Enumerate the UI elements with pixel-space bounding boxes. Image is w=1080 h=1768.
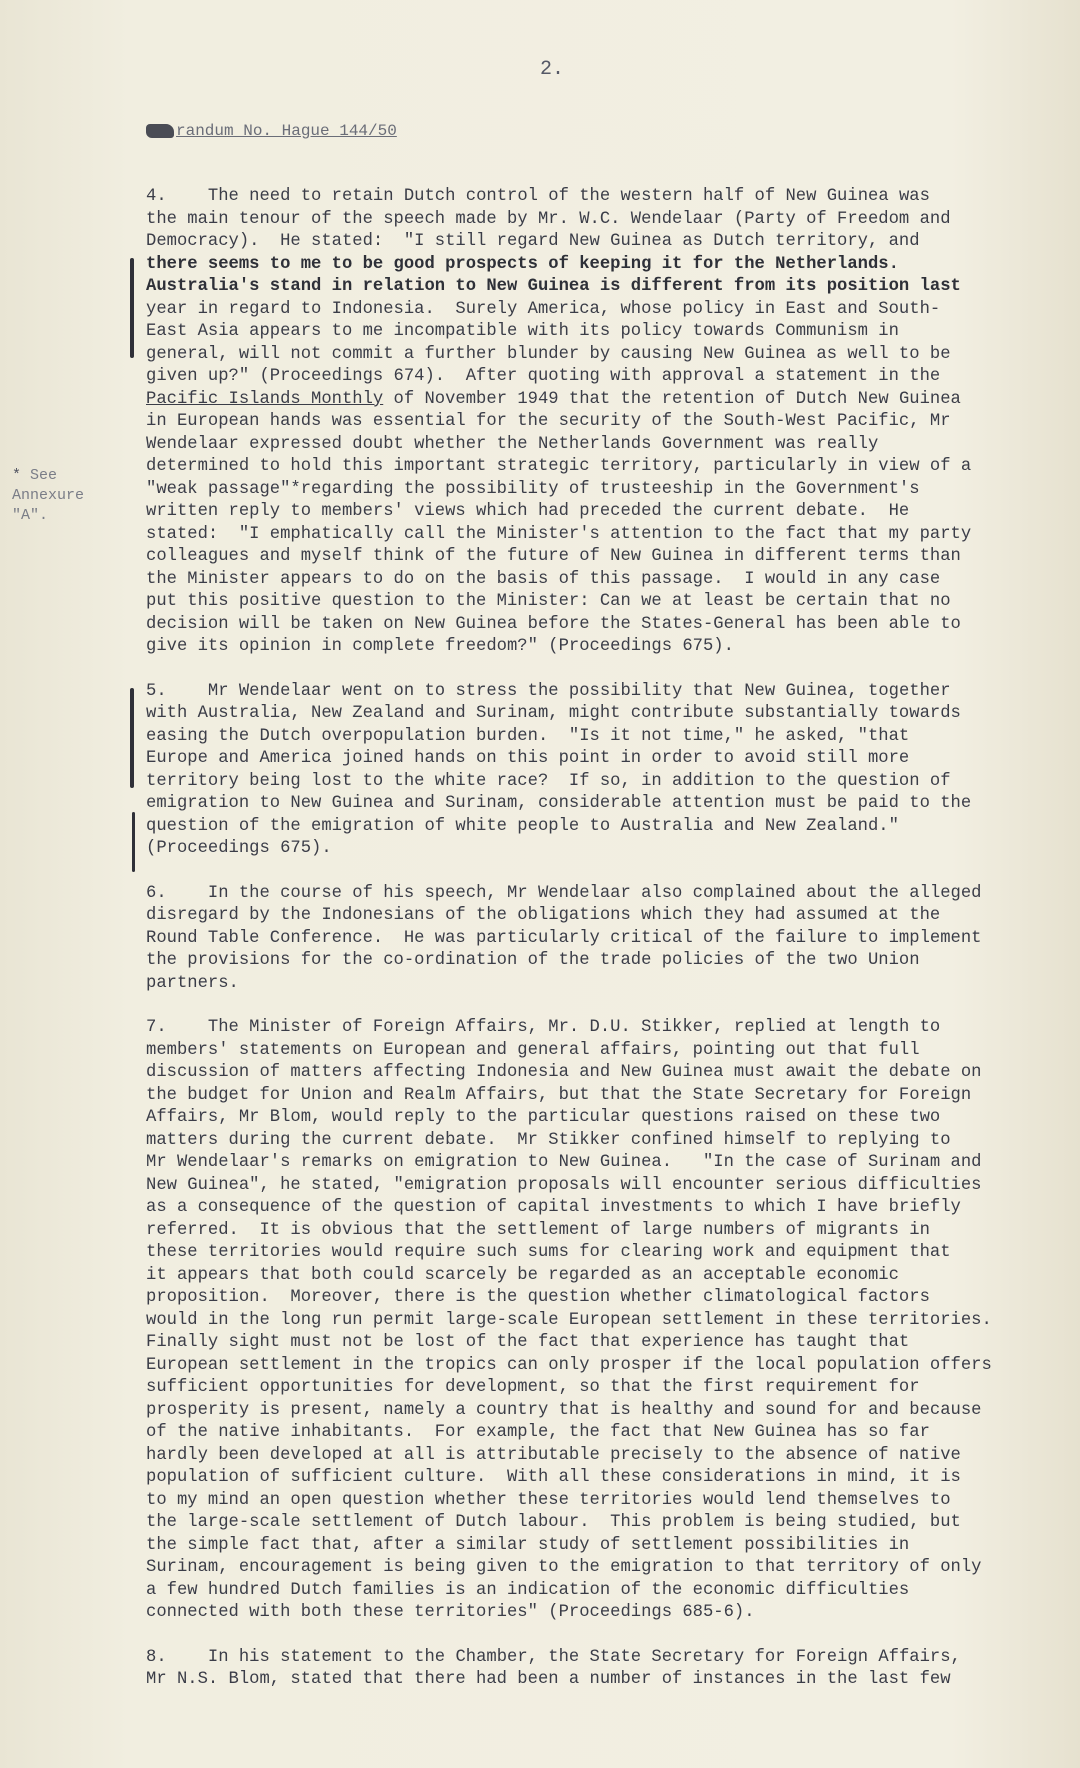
- paragraph-line: Mr N.S. Blom, stated that there had been a number of instances in the last few: [146, 1670, 951, 1689]
- memo-reference-text: randum No. Hague 144/50: [176, 122, 397, 140]
- page-number: 2.: [540, 58, 565, 81]
- paragraph-line: Europe and America joined hands on this point in order to avoid still more: [146, 749, 910, 768]
- paragraph-8: [146, 1647, 1066, 1692]
- annexure-side-note: [12, 466, 84, 526]
- paragraph-line: to my mind an open question whether these territories would lend themselves to: [146, 1490, 951, 1510]
- paragraph-line: Finally sight must not be lost of the fact that experience has taught that: [146, 1333, 910, 1352]
- paragraph-line: Surinam, encouragement is being given to the emigration to that territory of only: [146, 1558, 982, 1577]
- paragraph-line: population of sufficient culture. With all these considerations in mind, it is: [146, 1468, 961, 1487]
- paragraph-line: discussion of matters affecting Indonesia and New Guinea must await the debate on: [146, 1063, 982, 1082]
- paragraph-line: written reply to members' views which had preceded the current debate. He: [146, 502, 910, 521]
- paragraph-line: give its opinion in complete freedom?" (Proceedings 675).: [146, 637, 734, 656]
- paragraph-number: 7.: [146, 1018, 167, 1037]
- paragraph-line: 7. The Minister of Foreign Affairs, Mr. D.U. Stikker, replied at length to: [146, 1018, 941, 1037]
- paragraph-line: partners.: [146, 973, 239, 993]
- paragraph-number: 4.: [146, 187, 167, 206]
- paragraph-7: [146, 1017, 1066, 1625]
- paragraph-line: connected with both these territories" (Proceedings 685-6).: [146, 1603, 755, 1622]
- paragraph-line: of the native inhabitants. For example, the fact that New Guinea has so far: [146, 1423, 930, 1442]
- paragraph-4: [146, 186, 1066, 659]
- paragraph-line: would in the long run permit large-scale European settlement in these territories.: [146, 1310, 992, 1330]
- paragraph-line: (Proceedings 675).: [146, 839, 332, 858]
- paragraph-line: 8. In his statement to the Chamber, the State Secretary for Foreign Affairs,: [146, 1647, 961, 1667]
- paragraph-line: question of the emigration of white people to Australia and New Zealand.": [146, 816, 899, 836]
- paragraph-number: 5.: [146, 681, 167, 701]
- publication-title: Pacific Islands Monthly: [146, 389, 384, 409]
- paragraph-line: 6. In the course of his speech, Mr Wendelaar also complained about the alleged: [146, 883, 982, 903]
- side-note-label: "A".: [12, 507, 49, 524]
- paragraph-line: "weak passage"*regarding the possibility of trusteeship in the Government's: [146, 479, 920, 499]
- paragraph-line: hardly been developed at all is attributable precisely to the absence of native: [146, 1445, 961, 1465]
- paragraph-line: the main tenour of the speech made by Mr. W.C. Wendelaar (Party of Freedom and: [146, 209, 951, 229]
- paragraph-line: the simple fact that, after a similar study of settlement possibilities in: [146, 1535, 910, 1555]
- margin-mark-para4: [130, 258, 134, 358]
- paragraph-line: European settlement in the tropics can only prosper if the local population offers: [146, 1355, 992, 1375]
- paragraph-line: there seems to me to be good prospects of keeping it for the Netherlands.: [146, 254, 899, 274]
- paragraph-line: Pacific Islands Monthly of November 1949 that the retention of Dutch New Guinea: [146, 389, 961, 409]
- margin-mark-para5: [130, 688, 134, 788]
- paragraph-line: these territories would require such sums for clearing work and equipment that: [146, 1243, 951, 1262]
- document-body: [146, 186, 1066, 1714]
- paragraph-line: referred. It is obvious that the settlement of large numbers of migrants in: [146, 1220, 930, 1240]
- paragraph-line: Round Table Conference. He was particularly critical of the failure to implement: [146, 928, 982, 948]
- paragraph-line: put this positive question to the Minister: Can we at least be certain that no: [146, 592, 951, 611]
- paragraph-line: East Asia appears to me incompatible with its policy towards Communism in: [146, 322, 899, 341]
- paragraph-line: as a consequence of the question of capital investments to which I have briefly: [146, 1198, 961, 1217]
- paragraph-6: [146, 883, 1066, 996]
- paragraph-line: Democracy). He stated: "I still regard New Guinea as Dutch territory, and: [146, 232, 920, 251]
- paragraph-line: a few hundred Dutch families is an indication of the economic difficulties: [146, 1580, 910, 1600]
- paragraph-line: sufficient opportunities for development, so that the first requirement for: [146, 1378, 920, 1397]
- paragraph-line: stated: "I emphatically call the Minister's attention to the fact that my party: [146, 524, 972, 544]
- paragraph-line: members' statements on European and general affairs, pointing out that full: [146, 1040, 920, 1060]
- paragraph-line: year in regard to Indonesia. Surely America, whose policy in East and South-: [146, 299, 941, 319]
- paragraph-line: Affairs, Mr Blom, would reply to the particular questions raised on these two: [146, 1108, 941, 1127]
- paragraph-line: decision will be taken on New Guinea before the States-General has been able to: [146, 614, 961, 634]
- side-note-see: See: [30, 467, 58, 484]
- paragraph-line: the Minister appears to do on the basis of this passage. I would in any case: [146, 569, 941, 589]
- asterisk-mark: *: [12, 467, 22, 484]
- side-note-annexure: Annexure: [12, 487, 85, 504]
- paragraph-line: given up?" (Proceedings 674). After quoting with approval a statement in the: [146, 367, 941, 386]
- margin-mark-para6: [132, 812, 135, 872]
- paragraph-line: with Australia, New Zealand and Surinam, might contribute substantially towards: [146, 704, 961, 723]
- paragraph-line: general, will not commit a further blunder by causing New Guinea as well to be: [146, 344, 951, 364]
- paragraph-line: the budget for Union and Realm Affairs, but that the State Secretary for Foreign: [146, 1085, 972, 1105]
- paragraph-line: Australia's stand in relation to New Guinea is different from its position last: [146, 277, 961, 296]
- paragraph-line: matters during the current debate. Mr Stikker confined himself to replying to: [146, 1130, 951, 1150]
- paragraph-line: Wendelaar expressed doubt whether the Netherlands Government was really: [146, 434, 879, 454]
- paragraph-line: proposition. Moreover, there is the question whether climatological factors: [146, 1288, 930, 1307]
- ink-blot: [146, 124, 174, 138]
- paragraph-number: 6.: [146, 883, 167, 903]
- paragraph-line: colleagues and myself think of the future of New Guinea in different terms than: [146, 547, 961, 566]
- paragraph-line: territory being lost to the white race? If so, in addition to the question of: [146, 771, 951, 791]
- paragraph-line: determined to hold this important strategic territory, particularly in view of a: [146, 457, 972, 476]
- paragraph-line: 4. The need to retain Dutch control of the western half of New Guinea was: [146, 187, 930, 206]
- paragraph-line: Mr Wendelaar's remarks on emigration to New Guinea. "In the case of Surinam and: [146, 1153, 982, 1172]
- paragraph-line: the large-scale settlement of Dutch labour. This problem is being studied, but: [146, 1513, 961, 1532]
- paragraph-line: 5. Mr Wendelaar went on to stress the possibility that New Guinea, together: [146, 681, 951, 701]
- paragraph-line: prosperity is present, namely a country that is healthy and sound for and because: [146, 1400, 982, 1420]
- memo-reference: [146, 122, 397, 140]
- paragraph-line: New Guinea", he stated, "emigration proposals will encounter serious difficulties: [146, 1175, 982, 1195]
- paragraph-line: the provisions for the co-ordination of the trade policies of the two Union: [146, 951, 920, 970]
- paragraph-line: disregard by the Indonesians of the obligations which they had assumed at the: [146, 906, 941, 925]
- paragraph-line: in European hands was essential for the security of the South-West Pacific, Mr: [146, 412, 951, 431]
- paragraph-line: it appears that both could scarcely be regarded as an acceptable economic: [146, 1265, 899, 1285]
- paragraph-line: emigration to New Guinea and Surinam, considerable attention must be paid to the: [146, 794, 972, 813]
- paragraph-number: 8.: [146, 1647, 167, 1667]
- paragraph-5: [146, 681, 1066, 861]
- paragraph-line: easing the Dutch overpopulation burden. "Is it not time," he asked, "that: [146, 726, 910, 746]
